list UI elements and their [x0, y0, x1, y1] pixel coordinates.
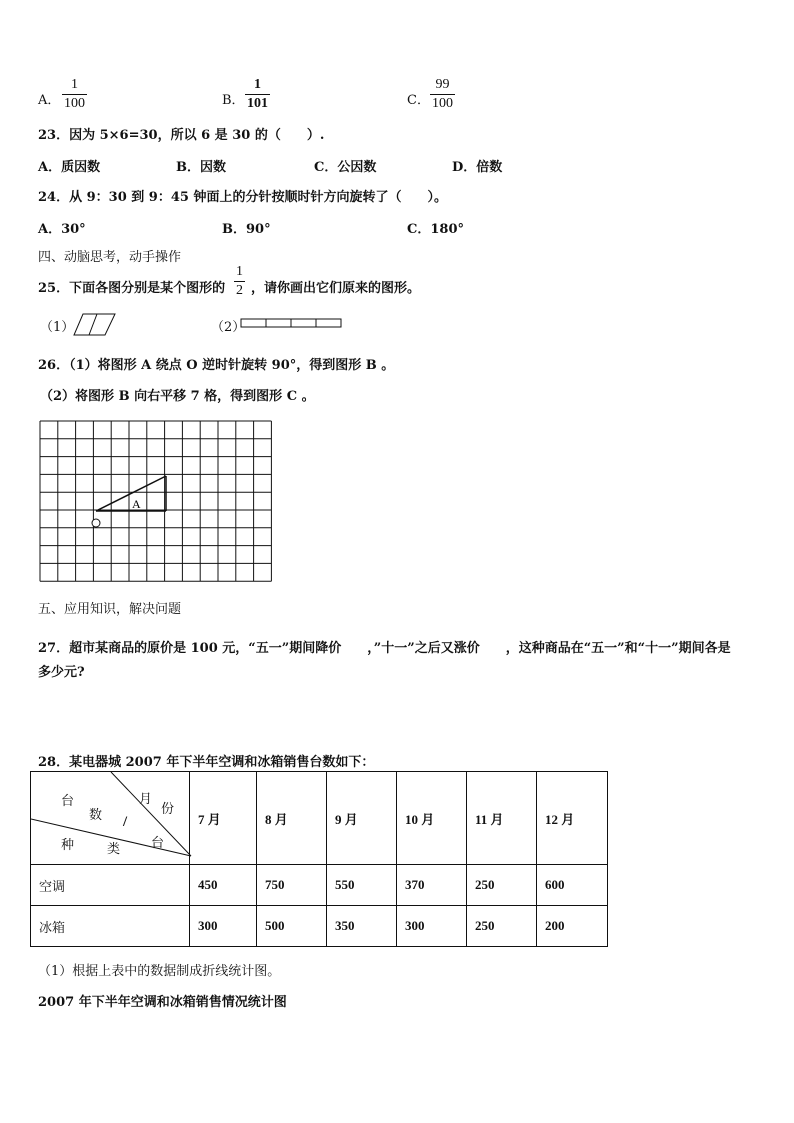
diag-yue: 月 [139, 791, 153, 806]
cell: 350 [327, 906, 397, 947]
table-header-row [31, 772, 608, 865]
sales-table [30, 771, 608, 947]
diag-shu: 数 [89, 807, 103, 822]
month-header-11: 11 月 [467, 772, 537, 865]
q22-option-c-label: C． [407, 93, 430, 108]
q25-question-prefix: 25．下面各图分别是某个图形的 [38, 281, 226, 296]
table-row [31, 865, 608, 906]
q23-question: 23．因为 5×6=30，所以 6 是 30 的（ ）. [38, 128, 325, 143]
q22-option-b-fraction: 1 101 [247, 77, 268, 111]
q27-question-line-2: 多少元? [38, 665, 85, 680]
q26-instruction-2: （2）将图形 B 向右平移 7 格，得到图形 C 。 [40, 389, 315, 404]
row-label-aircon: 空调 [31, 865, 190, 906]
month-header-9: 9 月 [327, 772, 397, 865]
q27-question-line-1: 27．超市某商品的原价是 100 元，“五一”期间降价 ，”十一”之后又涨价 ，这种商品在“五一”和“十一”期间各是 [38, 641, 731, 656]
month-header-8: 8 月 [257, 772, 327, 865]
diag-slash: / [123, 814, 128, 830]
q26-instruction-1: 26．（1）将图形 A 绕点 O 逆时针旋转 90°，得到图形 B 。 [38, 358, 395, 373]
cell: 300 [190, 906, 257, 947]
cell: 300 [397, 906, 467, 947]
month-header-7: 7 月 [190, 772, 257, 865]
q25-figure-1-label: （1） [40, 320, 75, 335]
cell: 600 [537, 865, 608, 906]
q26-grid [39, 420, 277, 586]
cell: 250 [467, 865, 537, 906]
cell: 450 [190, 865, 257, 906]
section-4-heading: 四、动脑思考，动手操作 [38, 250, 182, 265]
diag-tai-top: 台 [61, 793, 75, 808]
table-row [31, 906, 608, 947]
diag-lei: 类 [107, 841, 121, 856]
q24-question: 24．从 9：30 到 9：45 钟面上的分针按顺时针方向旋转了（ ）。 [38, 190, 447, 205]
diag-fen: 份 [161, 801, 175, 816]
month-header-10: 10 月 [397, 772, 467, 865]
q28-chart-title: 2007 年下半年空调和冰箱销售情况统计图 [38, 995, 287, 1010]
cell: 550 [327, 865, 397, 906]
section-5-heading: 五、应用知识，解决问题 [38, 602, 182, 617]
cell: 250 [467, 906, 537, 947]
diag-tai-bottom: 台 [151, 835, 165, 850]
q28-intro: 28．某电器城 2007 年下半年空调和冰箱销售台数如下： [38, 755, 375, 770]
q28-task-1: （1）根据上表中的数据制成折线统计图。 [38, 964, 281, 979]
q24-option-c: C．180° [407, 222, 464, 237]
q24-option-b: B．90° [222, 222, 271, 237]
q25-half-fraction: 1 2 [236, 264, 243, 298]
q24-option-a: A．30° [38, 222, 86, 237]
q25-figure-2-strip [240, 318, 344, 330]
q25-figure-1-parallelograms [73, 313, 117, 337]
q23-option-a: A．质因数 [38, 160, 101, 175]
month-header-12: 12 月 [537, 772, 608, 865]
q23-option-b: B．因数 [176, 160, 226, 175]
q25-question-suffix: ，请你画出它们原来的图形。 [251, 281, 421, 296]
q22-option-a-fraction: 1 100 [64, 77, 85, 111]
q22-option-a-label: A． [38, 93, 61, 108]
shape-a-label: A [132, 497, 141, 511]
cell: 370 [397, 865, 467, 906]
q23-option-d: D．倍数 [452, 160, 503, 175]
cell: 750 [257, 865, 327, 906]
diag-zhong: 种 [61, 837, 75, 852]
cell: 500 [257, 906, 327, 947]
q22-option-c-fraction: 99 100 [432, 77, 453, 111]
point-o-circle [92, 519, 100, 527]
q23-option-c: C．公因数 [314, 160, 377, 175]
q22-option-b-label: B． [222, 93, 245, 108]
row-label-fridge: 冰箱 [31, 906, 190, 947]
q25-figure-2-label: （2） [211, 320, 246, 335]
cell: 200 [537, 906, 608, 947]
table-diagonal-header [31, 772, 190, 865]
shape-a-hypotenuse [96, 476, 166, 511]
